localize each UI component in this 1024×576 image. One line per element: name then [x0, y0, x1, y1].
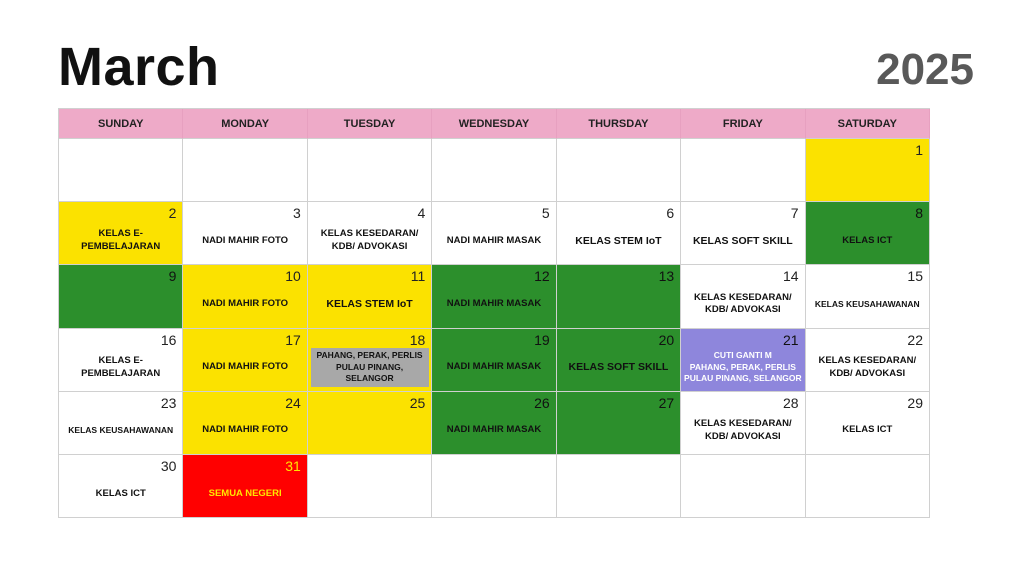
- day-number: 8: [915, 205, 923, 222]
- day-cell-1[interactable]: [806, 139, 930, 202]
- day-cell-11[interactable]: [308, 265, 432, 328]
- day-number: 19: [534, 331, 550, 348]
- day-cell-18[interactable]: [308, 329, 432, 392]
- event-label: KELAS SOFT SKILL: [568, 361, 669, 374]
- month-title: March: [58, 37, 220, 97]
- empty-day-cell[interactable]: [806, 455, 930, 518]
- day-cell-14[interactable]: [681, 265, 805, 328]
- event-label: NADI MAHIR FOTO: [202, 234, 289, 246]
- weekday-header-tuesday: TUESDAY: [308, 109, 432, 139]
- day-cell-17[interactable]: [183, 329, 307, 392]
- weekday-header-friday: FRIDAY: [681, 109, 805, 139]
- day-cell-19[interactable]: [432, 329, 556, 392]
- event-list: [185, 283, 304, 325]
- weekday-header-sunday: SUNDAY: [59, 109, 183, 139]
- day-number: 10: [285, 268, 301, 285]
- day-number: 30: [160, 457, 177, 474]
- event-list: [185, 473, 304, 515]
- empty-day-cell[interactable]: [432, 455, 556, 518]
- empty-day-cell[interactable]: [432, 139, 556, 202]
- day-number: 29: [907, 394, 923, 411]
- event-label: KELAS ICT: [842, 234, 893, 246]
- day-number: 9: [168, 268, 177, 285]
- event-label: PAHANG, PERAK, PERLIS PULAU PINANG, SELANGOR: [311, 348, 429, 386]
- day-number: 7: [790, 205, 799, 222]
- event-label: KELAS SOFT SKILL: [692, 235, 793, 248]
- event-label: NADI MAHIR MASAK: [446, 361, 542, 373]
- weekday-header-wednesday: WEDNESDAY: [432, 109, 556, 139]
- empty-day-cell[interactable]: [308, 455, 432, 518]
- event-list: [434, 347, 553, 389]
- event-list: [61, 347, 180, 389]
- day-cell-27[interactable]: [557, 392, 681, 455]
- day-number: 25: [409, 394, 426, 411]
- day-cell-30[interactable]: [59, 455, 183, 518]
- event-list: [808, 283, 927, 325]
- weekday-header-thursday: THURSDAY: [557, 109, 681, 139]
- event-label: SEMUA NEGERI: [208, 487, 282, 499]
- event-label: NADI MAHIR FOTO: [202, 361, 289, 373]
- event-list: [808, 410, 927, 452]
- event-label: KELAS ICT: [842, 424, 893, 436]
- day-number: 18: [409, 331, 426, 348]
- day-cell-29[interactable]: [806, 392, 930, 455]
- day-number: 1: [915, 142, 923, 158]
- event-label: NADI MAHIR MASAK: [446, 424, 542, 436]
- day-number: 21: [782, 331, 799, 348]
- event-label: KELAS E-PEMBELAJARAN: [81, 228, 161, 253]
- event-list: [310, 347, 429, 389]
- event-label: NADI MAHIR FOTO: [202, 298, 289, 309]
- event-label: KELAS KEUSAHAWANAN: [814, 298, 920, 309]
- day-cell-9[interactable]: [59, 265, 183, 328]
- event-list: [559, 347, 678, 389]
- day-number: 20: [658, 331, 675, 348]
- event-list: [310, 283, 429, 325]
- day-number: 3: [293, 205, 301, 222]
- day-cell-7[interactable]: [681, 202, 805, 265]
- day-number: 16: [160, 331, 177, 348]
- day-number: 6: [666, 205, 675, 222]
- day-cell-15[interactable]: [806, 265, 930, 328]
- day-number: 31: [285, 457, 301, 474]
- day-cell-3[interactable]: [183, 202, 307, 265]
- day-cell-16[interactable]: [59, 329, 183, 392]
- event-label: NADI MAHIR MASAK: [446, 298, 542, 309]
- event-list: [434, 283, 553, 325]
- event-label: NADI MAHIR MASAK: [446, 234, 542, 246]
- event-label: KELAS E-PEMBELAJARAN: [81, 354, 161, 379]
- event-label: KELAS KESEDARAN/ KDB/ ADVOKASI: [694, 417, 792, 442]
- event-list: [434, 410, 553, 452]
- weekday-header-saturday: SATURDAY: [806, 109, 930, 139]
- weekday-header-monday: MONDAY: [183, 109, 307, 139]
- event-label: KELAS STEM IoT: [326, 298, 413, 311]
- event-list: [61, 220, 180, 262]
- day-number: 12: [534, 268, 550, 285]
- day-cell-31[interactable]: [183, 455, 307, 518]
- day-cell-24[interactable]: [183, 392, 307, 455]
- day-cell-4[interactable]: [308, 202, 432, 265]
- empty-day-cell[interactable]: [557, 455, 681, 518]
- event-list: [559, 220, 678, 262]
- event-list: [185, 220, 304, 262]
- event-list: [683, 347, 802, 389]
- empty-day-cell[interactable]: [183, 139, 307, 202]
- day-number: 15: [907, 268, 923, 285]
- event-list: [683, 410, 802, 452]
- day-cell-21[interactable]: [681, 329, 805, 392]
- day-cell-2[interactable]: [59, 202, 183, 265]
- event-list: [185, 410, 304, 452]
- day-number: 11: [410, 268, 426, 285]
- day-cell-5[interactable]: [432, 202, 556, 265]
- event-list: [808, 220, 927, 262]
- day-cell-23[interactable]: [59, 392, 183, 455]
- event-list: [310, 220, 429, 262]
- empty-day-cell[interactable]: [557, 139, 681, 202]
- event-list: [683, 283, 802, 325]
- day-cell-8[interactable]: [806, 202, 930, 265]
- day-cell-28[interactable]: [681, 392, 805, 455]
- empty-day-cell[interactable]: [59, 139, 183, 202]
- event-list: [683, 220, 802, 262]
- day-number: 27: [658, 394, 675, 411]
- event-label: KELAS KESEDARAN/ KDB/ ADVOKASI: [320, 228, 419, 253]
- day-cell-25[interactable]: [308, 392, 432, 455]
- event-label: CUTI GANTI M PAHANG, PERAK, PERLIS PULAU PINANG, SELANGOR: [684, 350, 802, 384]
- day-number: 13: [658, 268, 675, 285]
- day-number: 26: [534, 394, 550, 411]
- event-list: [434, 220, 553, 262]
- day-number: 4: [417, 205, 426, 222]
- day-cell-20[interactable]: [557, 329, 681, 392]
- empty-day-cell[interactable]: [681, 455, 805, 518]
- day-number: 2: [168, 205, 177, 222]
- day-number: 24: [285, 394, 301, 411]
- day-number: 17: [285, 331, 301, 348]
- day-cell-6[interactable]: [557, 202, 681, 265]
- event-label: KELAS KESEDARAN/ KDB/ ADVOKASI: [694, 291, 792, 316]
- day-cell-22[interactable]: [806, 329, 930, 392]
- day-cell-10[interactable]: [183, 265, 307, 328]
- calendar-grid: [58, 108, 930, 518]
- event-list: [185, 347, 304, 389]
- day-cell-13[interactable]: [557, 265, 681, 328]
- event-label: KELAS ICT: [95, 487, 146, 499]
- day-cell-26[interactable]: [432, 392, 556, 455]
- day-number: 23: [160, 394, 177, 411]
- year-title: 2025: [876, 45, 974, 94]
- event-label: KELAS STEM IoT: [575, 235, 662, 248]
- event-label: NADI MAHIR FOTO: [202, 424, 289, 436]
- day-number: 14: [782, 268, 799, 285]
- day-number: 22: [907, 331, 923, 348]
- day-number: 28: [782, 394, 799, 411]
- event-list: [61, 473, 180, 515]
- event-label: KELAS KESEDARAN/ KDB/ ADVOKASI: [818, 354, 917, 379]
- event-list: [61, 410, 180, 452]
- day-number: 5: [541, 205, 550, 222]
- empty-day-cell[interactable]: [681, 139, 805, 202]
- event-list: [808, 347, 927, 389]
- event-label: KELAS KEUSAHAWANAN: [68, 425, 174, 435]
- empty-day-cell[interactable]: [308, 139, 432, 202]
- day-cell-12[interactable]: [432, 265, 556, 328]
